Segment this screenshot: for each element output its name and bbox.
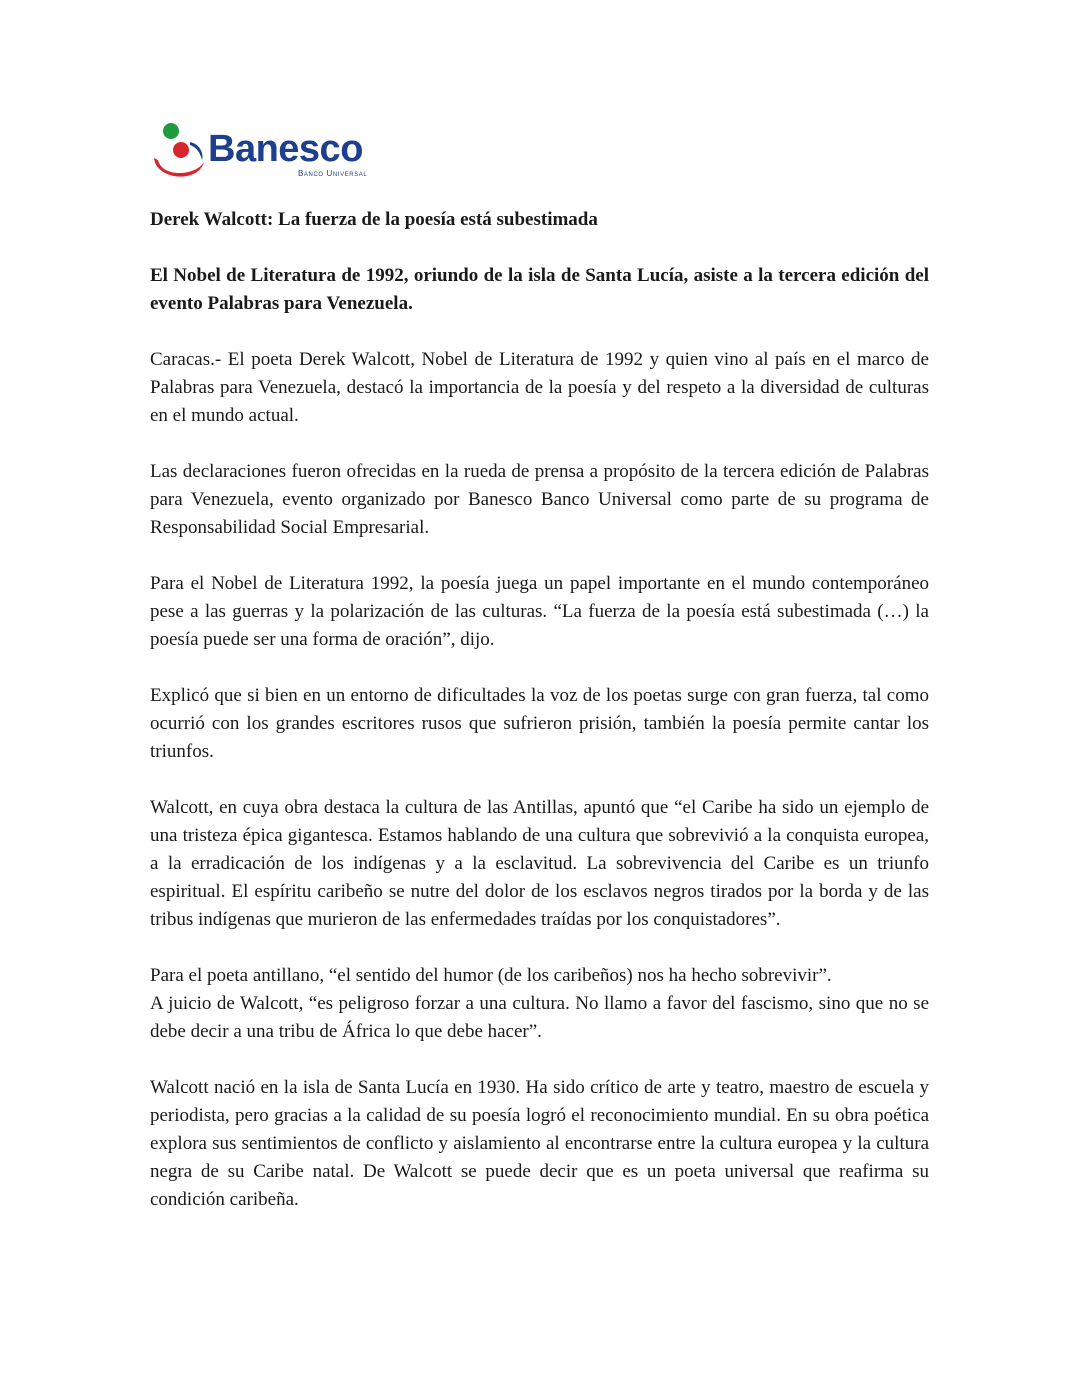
paragraph-biography: Walcott nació en la isla de Santa Lucía en 1930. Ha sido crítico de arte y teatro, maestro de escuela y periodista, pero gracias a la calidad de su poesía logró el reconocimiento mundial. En su obra poética explora sus sentimientos de conflicto y aislamiento al encontrarse entre la cultura europea y la cultura negra de su Caribe natal. De Walcott se puede decir que es un poeta universal que reafirma su condición caribeña. [150,1077,929,1210]
logo-tagline: Banco Universal [298,169,368,178]
paragraph-declarations: Las declaraciones fueron ofrecidas en la rueda de prensa a propósito de la tercera edición de Palabras para Venezuela, evento organizado por Banesco Banco Universal como parte de su programa de Responsabilidad Social Empresarial. [150,461,929,538]
document-page [150,122,929,1242]
banesco-logo [150,122,420,184]
logo-red-dot [173,142,189,158]
paragraph-humor: Para el poeta antillano, “el sentido del humor (de los caribeños) nos ha hecho sobrevivir”. [150,965,832,986]
logo-green-dot [163,123,179,139]
paragraph-caribbean: Walcott, en cuya obra destaca la cultura de las Antillas, apuntó que “el Caribe ha sido un ejemplo de una tristeza épica gigantesca. Estamos hablando de una cultura que sobrevivió a la conquista europea, a la erradicación de los indígenas y a la esclavitud. La sobrevivencia del Caribe es un triunfo espiritual. El espíritu caribeño se nutre del dolor de los esclavos negros tirados por la borda y de las tribus indígenas que murieron de las enfermedades traídas por los conquistadores”. [150,797,929,930]
paragraph-poetry-role: Para el Nobel de Literatura 1992, la poesía juega un papel importante en el mundo contemporáneo pese a las guerras y la polarización de las culturas. “La fuerza de la poesía está subestimada (…) la poesía puede ser una forma de oración”, dijo. [150,573,929,650]
paragraph-intro: Caracas.- El poeta Derek Walcott, Nobel de Literatura de 1992 y quien vino al país en el marco de Palabras para Venezuela, destacó la importancia de la poesía y del respeto a la diversidad de culturas en el mundo actual. [150,349,929,426]
article-lead: El Nobel de Literatura de 1992, oriundo de la isla de Santa Lucía, asiste a la tercera edición del evento Palabras para Venezuela. [150,265,929,314]
logo-blue-arc [190,142,203,160]
logo-wordmark: Banesco [208,128,363,170]
paragraph-difficulties: Explicó que si bien en un entorno de dificultades la voz de los poetas surge con gran fuerza, tal como ocurrió con los grandes escritores rusos que sufrieron prisión, también la poesía permite cantar los triunfos. [150,685,929,762]
logo-red-swoosh [154,158,204,177]
banesco-logo-icon [150,122,206,182]
article-title: Derek Walcott: La fuerza de la poesía está subestimada [150,209,598,230]
paragraph-culture: A juicio de Walcott, “es peligroso forzar a una cultura. No llamo a favor del fascismo, sino que no se debe decir a una tribu de África lo que debe hacer”. [150,993,929,1042]
